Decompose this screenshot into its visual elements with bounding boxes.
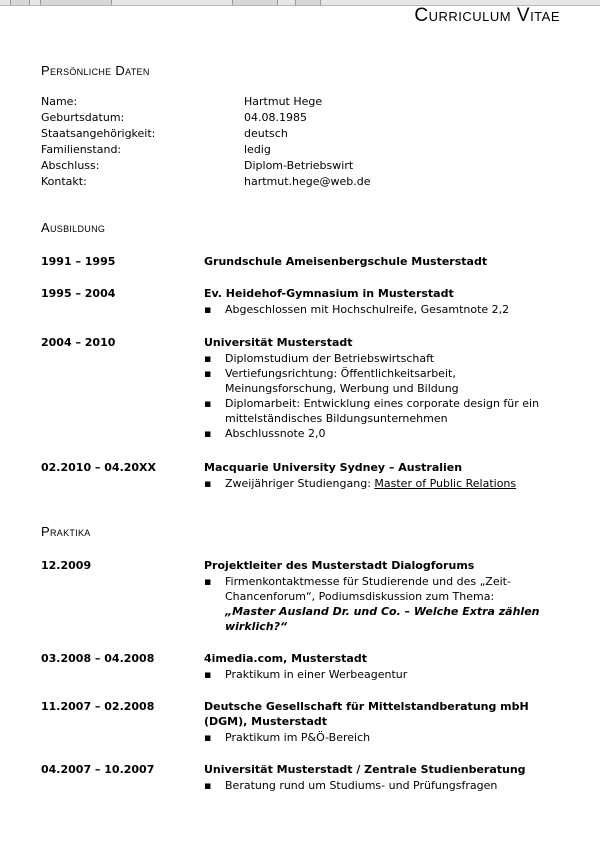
- entry-title: Ev. Heidehof-Gymnasium in Musterstadt: [204, 287, 454, 300]
- entry-date: 2004 – 2010: [41, 336, 116, 349]
- personal-label: Staatsangehörigkeit:: [41, 127, 156, 140]
- bullet-text: Praktikum im P&Ö-Bereich: [225, 731, 371, 744]
- bullet-text: Diplomarbeit: Entwicklung eines corporate design für ein mittelständisches Bildungsunternehmen: [225, 397, 540, 425]
- list-item: [204, 351, 564, 366]
- entry-date: 03.2008 – 04.2008: [41, 652, 155, 665]
- personal-value-nationality: deutsch: [244, 127, 288, 140]
- bullet-text: Beratung rund um Studiums- und Prüfungsfragen: [225, 779, 498, 792]
- personal-label: Familienstand:: [41, 143, 122, 156]
- bullet-text: Abschlussnote 2,0: [225, 427, 326, 440]
- list-item: [204, 396, 564, 426]
- list-item: [204, 574, 564, 634]
- entry-date: 11.2007 – 02.2008: [41, 700, 155, 713]
- entry-title: Grundschule Ameisenbergschule Musterstadt: [204, 255, 488, 268]
- personal-values: [244, 94, 371, 190]
- section-heading-personal: Persönliche Daten: [41, 63, 150, 78]
- entry-date: 12.2009: [41, 559, 92, 572]
- personal-value-birthdate: 04.08.1985: [244, 111, 307, 124]
- entry-title: 4imedia.com, Musterstadt: [204, 652, 367, 665]
- bullet-icon: ▪: [204, 477, 212, 490]
- personal-label: Geburtsdatum:: [41, 111, 125, 124]
- document-title: Curriculum Vitae: [414, 5, 560, 26]
- list-item: [204, 667, 564, 682]
- toolbar-segment[interactable]: [295, 0, 321, 5]
- list-item: [204, 476, 564, 491]
- bullet-icon: ▪: [204, 303, 212, 316]
- personal-value-name: Hartmut Hege: [244, 95, 323, 108]
- entry-body: [204, 651, 564, 682]
- section-heading-education: Ausbildung: [41, 220, 106, 235]
- bullet-text: Zweijähriger Studiengang:: [225, 477, 375, 490]
- entry-bullets: [204, 574, 564, 634]
- entry-title: Universität Musterstadt / Zentrale Studienberatung: [204, 763, 526, 776]
- entry-bullets: [204, 730, 564, 745]
- entry-body: [204, 335, 564, 441]
- entry-bullets: [204, 302, 564, 317]
- entry-bullets: [204, 778, 564, 793]
- bullet-icon: ▪: [204, 367, 212, 380]
- bullet-icon: ▪: [204, 668, 212, 681]
- bullet-icon: ▪: [204, 731, 212, 744]
- entry-date: 02.2010 – 04.20XX: [41, 461, 157, 474]
- bullet-icon: ▪: [204, 397, 212, 410]
- list-item: [204, 778, 564, 793]
- section-heading-internships: Praktika: [41, 524, 91, 539]
- entry-date: 1991 – 1995: [41, 255, 116, 268]
- personal-label: Kontakt:: [41, 175, 87, 188]
- personal-label: Abschluss:: [41, 159, 100, 172]
- entry-body: [204, 699, 564, 745]
- toolbar-segment[interactable]: [10, 0, 30, 5]
- bullet-text: Abgeschlossen mit Hochschulreife, Gesamtnote 2,2: [225, 303, 510, 316]
- entry-body: [204, 286, 564, 317]
- personal-value-marital-status: ledig: [244, 143, 271, 156]
- entry-title: Universität Musterstadt: [204, 336, 353, 349]
- bullet-emphasis: „Master Ausland Dr. und Co. – Welche Extra zählen wirklich?“: [225, 605, 540, 633]
- personal-label: Name:: [41, 95, 78, 108]
- entry-body: [204, 254, 564, 269]
- entry-body: [204, 460, 564, 491]
- program-link[interactable]: Master of Public Relations: [374, 477, 517, 490]
- bullet-text: Vertiefungsrichtung: Öffentlichkeitsarbeit, Meinungsforschung, Werbung und Bildung: [225, 367, 459, 395]
- entry-title: Projektleiter des Musterstadt Dialogforums: [204, 559, 475, 572]
- list-item: [204, 302, 564, 317]
- entry-bullets: [204, 476, 564, 491]
- list-item: [204, 366, 564, 396]
- toolbar-segment[interactable]: [40, 0, 112, 5]
- entry-title: Deutsche Gesellschaft für Mittelstandberatung mbH (DGM), Musterstadt: [204, 700, 529, 728]
- bullet-icon: ▪: [204, 575, 212, 588]
- personal-value-degree: Diplom-Betriebswirt: [244, 159, 354, 172]
- bullet-text: Firmenkontaktmesse für Studierende und des „Zeit-Chancenforum“, Podiumsdiskussion zum Thema:: [225, 575, 511, 603]
- personal-labels: [41, 94, 155, 190]
- toolbar-segment[interactable]: [232, 0, 278, 5]
- bullet-icon: ▪: [204, 352, 212, 365]
- entry-date: 1995 – 2004: [41, 287, 116, 300]
- entry-bullets: [204, 351, 564, 441]
- entry-body: [204, 762, 564, 793]
- entry-body: [204, 558, 564, 634]
- entry-title: Macquarie University Sydney – Australien: [204, 461, 463, 474]
- bullet-text: Praktikum in einer Werbeagentur: [225, 668, 408, 681]
- bullet-icon: ▪: [204, 427, 212, 440]
- list-item: [204, 730, 564, 745]
- personal-value-contact: hartmut.hege@web.de: [244, 175, 371, 188]
- entry-date: 04.2007 – 10.2007: [41, 763, 155, 776]
- entry-bullets: [204, 667, 564, 682]
- bullet-text: Diplomstudium der Betriebswirtschaft: [225, 352, 435, 365]
- list-item: [204, 426, 564, 441]
- bullet-icon: ▪: [204, 779, 212, 792]
